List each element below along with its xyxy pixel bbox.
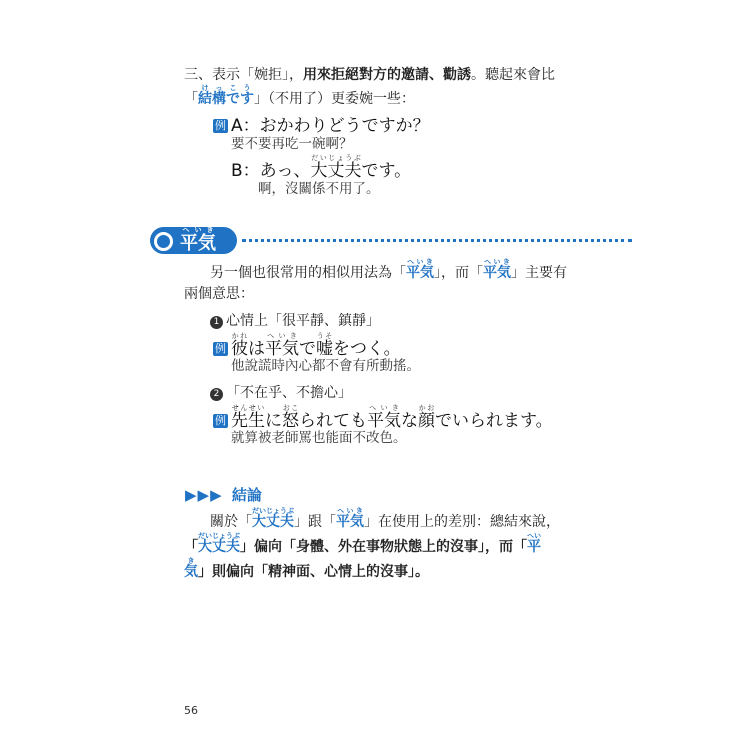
conclusion-heading (185, 485, 262, 505)
example1-b-line (231, 154, 411, 182)
heiki-ruby-2: へいき (483, 258, 511, 266)
m2-t2: られても (299, 411, 367, 431)
meaning2-label-line (210, 384, 352, 402)
page-number: 56 (184, 704, 198, 717)
example-badge: 例 (215, 342, 226, 355)
circle-bullet-icon (154, 232, 173, 251)
m1-t1: は (248, 339, 265, 359)
meaning1-translation: 他說謊時內心都不會有所動搖。 (231, 358, 420, 374)
example1-a-translation: 要不要再吃一碗啊？ (231, 136, 353, 152)
example1-b-pre: B：あっ、 (231, 161, 311, 181)
meaning2-label: 「不在乎、不擔心」 (226, 385, 352, 401)
m1-r1: かれ (231, 332, 248, 340)
concl-l1-post: 」在使用上的差別：總結來說， (364, 514, 560, 530)
m2-k1: 先生 (231, 411, 265, 431)
conclusion-line-1 (210, 507, 560, 534)
concl-ki-ruby: き (184, 557, 198, 565)
heiki-word-2 (483, 258, 511, 281)
concl-daijoubu: 大丈夫 (252, 514, 294, 530)
m2-t1: に (265, 411, 282, 431)
meaning1-label-line (210, 312, 380, 330)
intro-line-2-rest: 」（不用了）更委婉一些： (254, 91, 415, 107)
heiki-ruby: へいき (406, 258, 434, 266)
concl-l1-mid: 」跟「 (294, 514, 336, 530)
concl-ki-char: 気 (184, 564, 198, 580)
intro-text-a: 三、表示「婉拒」， (184, 67, 303, 83)
conclusion-title: 結論 (231, 486, 262, 504)
section-body-line-2: 兩個意思： (184, 286, 254, 302)
m2-k4: 顔 (418, 411, 435, 431)
m2-r4: かお (418, 404, 435, 412)
meaning1-label: 心情上「很平靜、鎮靜」 (226, 313, 380, 329)
intro-text-c: 。聽起來會比 (471, 67, 555, 83)
section-body-line-1 (210, 258, 567, 284)
daijoubu-word (310, 154, 362, 181)
concl-l2-mid: 」偏向「身體、外在事物狀態上的沒事」，而「 (240, 539, 527, 555)
example1-b-translation: 啊，沒關係不用了。 (258, 181, 380, 197)
daijoubu-ruby: だいじょうぶ (310, 154, 362, 162)
m2-r2: おこ (282, 404, 299, 412)
number-badge-1: 1 (210, 316, 223, 329)
concl-heiki-ruby: へいき (336, 507, 364, 515)
concl-l2-open: 「 (184, 539, 198, 555)
meaning2-translation: 就算被老師罵也能面不改色。 (231, 430, 407, 446)
conclusion-line-3 (184, 557, 429, 584)
kekkou-kanji: 結構です (198, 91, 254, 107)
intro-bracket: 「 (184, 91, 198, 107)
kekkou-word (198, 84, 254, 107)
concl-l3-post: 」則偏向「精神面、心情上的沒事」。 (198, 564, 429, 580)
m2-r3: へいき (367, 404, 401, 412)
m2-r1: せんせい (231, 404, 265, 412)
m1-k3: 嘘 (316, 339, 333, 359)
intro-line-1 (184, 66, 555, 84)
section-body-mid: 」，而「 (434, 265, 483, 281)
example1-b-post: です。 (361, 161, 412, 181)
heiki-kanji: 平気 (406, 265, 434, 281)
m1-k2: 平気 (265, 339, 299, 359)
concl-hei-char: 平 (527, 539, 541, 555)
concl-daijoubu-ruby: だいじょうぶ (252, 507, 294, 515)
concl-l1-pre: 關於「 (210, 514, 252, 530)
dotted-divider (242, 239, 632, 242)
m1-r3: うそ (316, 332, 333, 340)
section-title-ruby: へいき (180, 226, 216, 234)
concl-daijoubu-ruby-2: だいじょうぶ (198, 532, 240, 540)
m1-t3: をつく。 (333, 339, 401, 359)
section-title (180, 226, 216, 258)
example1-a-line (213, 116, 430, 136)
m2-k3: 平気 (367, 411, 401, 431)
m1-k1: 彼 (231, 339, 248, 359)
concl-daijoubu-2: 大丈夫 (198, 539, 240, 555)
m1-r2: へいき (265, 332, 299, 340)
daijoubu-kanji: 大丈夫 (310, 161, 362, 181)
section-body-post: 」主要有 (511, 265, 567, 281)
kekkou-ruby: けっこう (198, 84, 254, 92)
heiki-word (406, 258, 434, 281)
concl-heiki: 平気 (336, 514, 364, 530)
intro-text-bold: 用來拒絕對方的邀請、勸誘 (303, 67, 471, 83)
conclusion-line-2 (184, 532, 541, 559)
example-badge: 例 (215, 119, 226, 132)
m2-t4: でいられます。 (435, 411, 553, 431)
m1-t2: で (299, 339, 316, 359)
triple-arrow-icon: ▶▶▶ (185, 486, 223, 504)
number-badge-2: 2 (210, 388, 223, 401)
concl-hei-ruby: へい (527, 532, 541, 540)
m2-t3: な (401, 411, 418, 431)
example-badge: 例 (215, 414, 226, 427)
intro-line-2 (184, 84, 415, 110)
example1-a-text: A：おかわりどうですか？ (231, 116, 430, 136)
heiki-kanji-2: 平気 (483, 265, 511, 281)
section-title-kanji: 平気 (180, 233, 216, 254)
m2-k2: 怒 (282, 411, 299, 431)
section-body-pre: 另一個也很常用的相似用法為「 (210, 265, 406, 281)
